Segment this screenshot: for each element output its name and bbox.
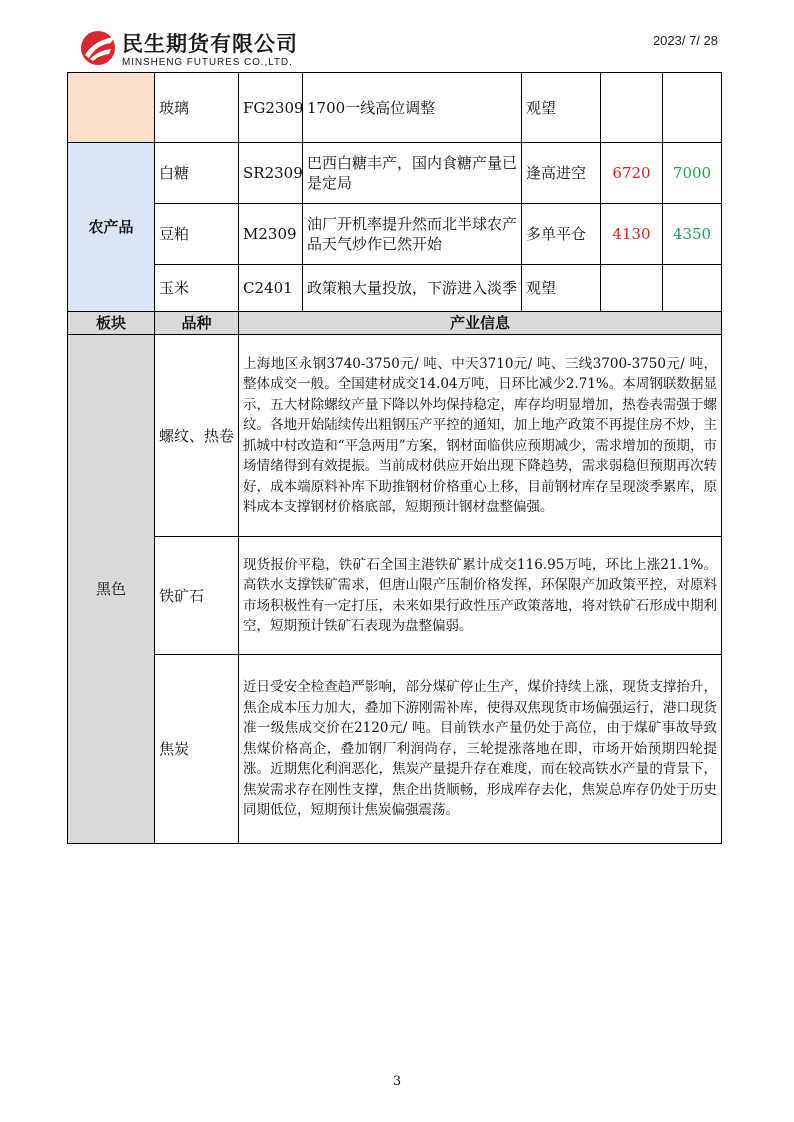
minsheng-logo-icon <box>78 28 118 68</box>
table-row <box>68 537 722 655</box>
variety-cell: 螺纹、热卷 <box>155 335 239 537</box>
entry-price-cell <box>601 73 663 143</box>
company-name-en: MINSHENG FUTURES CO.,LTD. <box>122 57 293 68</box>
table-header-row <box>68 312 722 335</box>
logic-cell: 1700一线高位调整 <box>303 73 522 143</box>
variety-cell: 玉米 <box>155 265 239 312</box>
industry-info-text: 上海地区永钢3740-3750元/ 吨、中天3710元/ 吨、三线3700-3750元/ 吨，整体成交一般。全国建材成交14.04万吨，日环比减少2.71%。本周钢联数据显示，五大材除螺纹产量下降以外均保持稳定，库存均明显增加，热卷表需强于螺纹。各地开始陆续传出粗钢压产平控的通知，加上地产政策不再提住房不炒，主抓城中村改造和“平急两用”方案，钢材面临供应预期减少，需求增加的预期，市场情绪得到有效提振。当前成材供应开始出现下降趋势，需求弱稳但预期再次转好，成本端原料补库下助推钢材价格重心上移，目前钢材库存呈现淡季累库，原料成本支撑钢材价格底部，短期预计钢材盘整偏强。 <box>239 335 722 537</box>
strategy-table <box>67 72 722 312</box>
sector-cell-agriculture: 农产品 <box>68 143 155 312</box>
page-header <box>0 0 794 72</box>
target-price-cell: 4350 <box>663 204 722 265</box>
contract-code-cell: M2309 <box>239 204 303 265</box>
logic-cell: 巴西白糖丰产，国内食糖产量已是定局 <box>303 143 522 204</box>
sector-cell-building <box>68 73 155 143</box>
table-row <box>68 265 722 312</box>
entry-price-cell <box>601 265 663 312</box>
variety-cell: 玻璃 <box>155 73 239 143</box>
industry-info-text: 近日受安全检查趋严影响，部分煤矿停止生产，煤价持续上涨，现货支撑抬升，焦企成本压力加大，叠加下游刚需补库，使得双焦现货市场偏强运行，港口现货准一级焦成交价在2120元/ 吨。目前铁水产量仍处于高位，由于煤矿事故导致焦煤价格高企，叠加钢厂利润尚存，三轮提涨落地在即，市场开始预期四轮提涨。近期焦化利润恶化，焦炭产量提升存在难度，而在较高铁水产量的背景下，焦炭需求存在刚性支撑，焦企出货顺畅，形成库存去化，焦炭总库存仍处于历史同期低位，短期预计焦炭偏强震荡。 <box>239 655 722 844</box>
contract-code-cell: C2401 <box>239 265 303 312</box>
target-price-cell <box>663 73 722 143</box>
target-price-cell <box>663 265 722 312</box>
company-logo <box>78 28 318 72</box>
table-row <box>68 655 722 844</box>
variety-cell: 白糖 <box>155 143 239 204</box>
column-header-info: 产业信息 <box>239 312 722 335</box>
variety-cell: 豆粕 <box>155 204 239 265</box>
entry-price-cell: 6720 <box>601 143 663 204</box>
industry-info-text: 现货报价平稳，铁矿石全国主港铁矿累计成交116.95万吨，环比上涨21.1%。高铁水支撑铁矿需求，但唐山限产压制价格发挥，环保限产加政策平控，对原料市场积极性有一定打压，未来如果行政性压产政策落地，将对铁矿石形成中期利空，短期预计铁矿石表现为盘整偏弱。 <box>239 537 722 655</box>
report-date: 2023/ 7/ 28 <box>652 33 718 48</box>
industry-info-table <box>67 311 722 844</box>
table-row <box>68 143 722 204</box>
strategy-cell: 逢高进空 <box>522 143 601 204</box>
column-header-sector: 板块 <box>68 312 155 335</box>
target-price-cell: 7000 <box>663 143 722 204</box>
table-row <box>68 204 722 265</box>
strategy-cell: 观望 <box>522 73 601 143</box>
logic-cell: 油厂开机率提升然而北半球农产品天气炒作已然开始 <box>303 204 522 265</box>
column-header-variety: 品种 <box>155 312 239 335</box>
entry-price-cell: 4130 <box>601 204 663 265</box>
logic-cell: 政策粮大量投放，下游进入淡季 <box>303 265 522 312</box>
table-row <box>68 73 722 143</box>
strategy-cell: 多单平仓 <box>522 204 601 265</box>
variety-cell: 焦炭 <box>155 655 239 844</box>
contract-code-cell: FG2309 <box>239 73 303 143</box>
company-name-cn: 民生期货有限公司 <box>122 32 298 56</box>
page-number: 3 <box>392 1074 402 1089</box>
sector-cell-ferrous: 黑色 <box>68 335 155 844</box>
strategy-cell: 观望 <box>522 265 601 312</box>
variety-cell: 铁矿石 <box>155 537 239 655</box>
table-row <box>68 335 722 537</box>
contract-code-cell: SR2309 <box>239 143 303 204</box>
